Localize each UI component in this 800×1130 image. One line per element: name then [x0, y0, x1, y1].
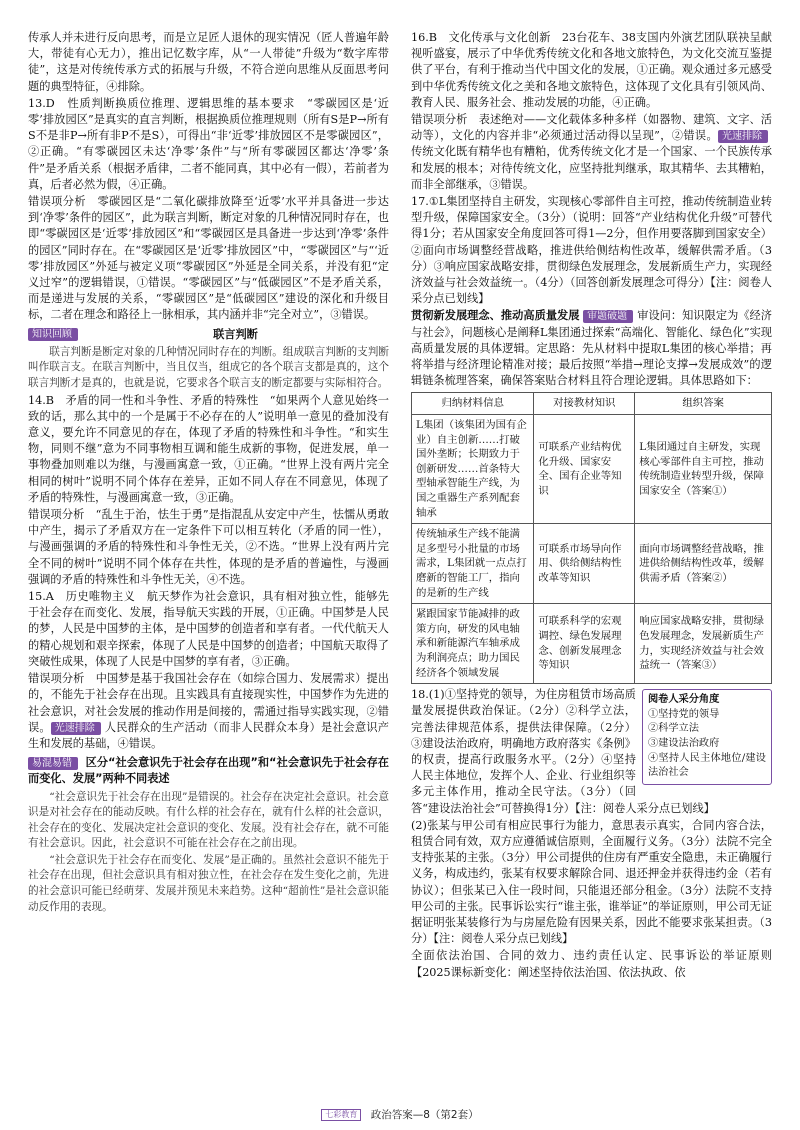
knowledge-review-tag: 知识回顾	[28, 328, 78, 341]
answer-17-topic: 贯彻新发展理念、推动高质量发展	[411, 309, 580, 323]
mix-error-tag: 易混易错	[28, 757, 78, 770]
answer-18-note: 全面依法治国、合同的效力、违约责任认定、民事诉讼的举证原则 【2025课标新变化：阐述坚持依法治国、依法执政、依	[411, 949, 784, 979]
sidebox-item: ④坚持人民主体地位/建设法治社会	[648, 752, 766, 779]
sidebox-item: ②科学立法	[648, 723, 699, 735]
knowledge-review-header	[28, 327, 389, 343]
knowledge-review-text: 联言判断是断定对象的几种情况同时存在的判断。组成联言判断的支判断叫作联言支。在联言判断中，当且仅当，组成它的各个联言支都是真的，这个联言判断才是真的，也就是说，它要求各个联言支的断定都要与实际相符合。	[28, 345, 389, 390]
right-column	[411, 30, 784, 982]
table-header: 对接教材知识	[534, 393, 635, 415]
question-analysis-tag: 审题破题	[583, 310, 633, 323]
table-cell: 可联系科学的宏观调控、绿色发展理念、创新发展理念等知识	[534, 604, 635, 684]
table-cell: 响应国家战略安排，贯彻绿色发展理念，发展新质生产力，实现经济效益与社会效益统一（答案③）	[635, 604, 772, 684]
answer-17-analysis	[411, 308, 772, 389]
mix-error-header	[28, 755, 389, 787]
table-cell: 可联系产业结构优化升级、国家安全、国有企业等知识	[534, 415, 635, 524]
analysis-table	[411, 392, 772, 684]
table-row	[412, 524, 772, 604]
table-cell: 传统轴承生产线不能满足多型号小批量的市场需求，L集团就一点点打磨新的智能工厂，指向的是新的生产线	[412, 524, 534, 604]
sidebox-item: ③建设法治政府	[648, 737, 720, 749]
mix-error-title: 区分“社会意识先于社会存在出现”和“社会意识先于社会存在而变化、发展”两种不同表述	[28, 756, 389, 786]
table-header: 归纳材料信息	[412, 393, 534, 415]
table-cell: L集团（该集团为国有企业）自主创新……打破国外垄断；长期致力于创新研发……首条特大型轴承智能生产线，为国之重器生产系列配套轴承	[412, 415, 534, 524]
answer-14: 14.B 矛盾的同一性和斗争性、矛盾的特殊性 “如果两个人意见始终一致的话，那么其中的一个是属于不必存在的人”说明单一意见的叠加没有意义，要允许不同意见的存在，体现了矛盾的特殊性和斗争性。“和实生物，同则不继”意为不同事物相互调和能生成新的事物，促进发展，单一事物叠加则难以为继，与漫画寓意一致，①正确。“世界上没有两片完全相同的树叶”说明不同个体存在差异，正如不同人存在不同意见，体现了矛盾的特殊性，与漫画寓意一致，③正确。	[28, 393, 389, 504]
table-cell: 面向市场调整经营战略，推进供给侧结构性改革，缓解供需矛盾（答案②）	[635, 524, 772, 604]
grading-angle-box	[642, 689, 772, 785]
answer-17-analysis-text: 审设问：知识限定为《经济与社会》，问题核心是阐释L集团通过探索“高端化、智能化、绿色化”实现高质量发展的具体逻辑。定思路：先从材料中提取L集团的核心举措；再将举措与经济理论精准对接；最后按照“举措→理论支撑→发展成效”的逻辑链条梳理答案，确保答案贴合材料且符合理论逻辑。具体思路如下：	[411, 309, 772, 388]
table-cell: L集团通过自主研发，实现核心零部件自主可控，推动传统制造业转型升级，保障国家安全（答案①）	[635, 415, 772, 524]
answer-15-error-text-b: 人民群众的生产活动（而非人民群众本身）是社会意识产生和发展的基础，④错误。	[28, 720, 389, 750]
paragraph: 传承人并未进行反向思考，而是立足匠人退休的现实情况（匠人普遍年龄大，带徒有心无力），推出记忆数字库，从“一人带徒”升级为“数字库带徒”，这是对传统传承方式的拓展与升级，不符合逆向思维从反面思考问题的典型特征，④排除。	[28, 31, 389, 93]
answer-15-error-analysis	[28, 671, 389, 752]
table-row	[412, 604, 772, 684]
sidebox-item: ①坚持党的领导	[648, 708, 720, 720]
table-row	[412, 415, 772, 524]
sidebox-title: 阅卷人采分角度	[648, 694, 720, 706]
answer-15: 15.A 历史唯物主义 航天梦作为社会意识，具有相对独立性，能够先于社会存在而变化、发展，指导航天实践的开展，①正确。中国梦是人民的梦，人民是中国梦的主体，是中国梦的创造者和享有者。一代代航天人的精心规划和艰辛探索，体现了人民是中国梦的创造者；中国航天取得了突破性成果，体现了人民是中国梦的享有者，③正确。	[28, 590, 389, 668]
answer-18-part-1: 18.(1)①坚持党的领导，为住房租赁市场高质量发展提供政治保证。（2分）②科学立法，完善法律规范体系，提供法律保障。（2分）③建设法治政府，明确地方政府落实《条例》的权责，提高行政服务水平。（2分）④坚持人民主体地位，发挥个人、企业、行业组织等多元主体作用，推动全民守法。（3分）（回答“建设法治社会”可替换得1分）【注：阅卷人采分点已划线】	[411, 688, 715, 815]
answer-18-part-2: (2)张某与甲公司有相应民事行为能力，意思表示真实，合同内容合法，租赁合同有效，双方应遵循诚信原则，全面履行义务。（3分）法院不完全支持张某的主张。（3分）甲公司提供的住房有严重安全隐患，未正确履行义务，构成违约，张某有权要求解除合同、退还押金并获得违约金（若有协议）；但张某已入住一段时间，只能退还部分租金。（3分）法院不支持甲公司的主张。民事诉讼实行“谁主张，谁举证”的举证原则，甲公司无证据证明张某装修行为与房屋危险有因果关系，因此不能要求张某担责。（3分）【注：阅卷人采分点已划线】	[411, 818, 772, 946]
answer-13-error-analysis: 错误项分析 零碳园区是“二氧化碳排放降至‘近零’水平并具备进一步达到‘净零’条件的园区”，此为联言判断，断定对象的几种情况同时存在，也即“零碳园区是‘近零’排放园区”和“零碳园区是具备进一步达到‘净零’条件的园区”同时存在。在“零碳园区是‘近零’排放园区”中，“零碳园区”与“‘近零’排放园区”外延与被定义项“零碳园区”外延是全同关系，并没有犯“定义过窄”的逻辑错误，①错误。“零碳园区”与“低碳园区”不是矛盾关系，而是递进与发展的关系，“零碳园区”是“低碳园区”建设的深化和升级目标，二者在理念和路径上一脉相承，其内涵并非“完全对立”，③错误。	[28, 195, 389, 322]
table-header: 组织答案	[635, 393, 772, 415]
answer-16-error-analysis	[411, 112, 772, 193]
publisher-logo: 七彩教育	[321, 1109, 361, 1121]
answer-14-error-analysis: 错误项分析 “乱生于治，怯生于勇”是指混乱从安定中产生，怯懦从勇敢中产生，揭示了矛盾双方在一定条件下可以相互转化（矛盾的同一性），与漫画强调的矛盾的特殊性和斗争性无关，②不选。“世界上没有两片完全不同的树叶”说明不同个体存在共性，体现的是矛盾的普遍性，与漫画强调的矛盾的特殊性和斗争性无关，④不选。	[28, 508, 389, 586]
answer-15-error-text: 错误项分析 中国梦是基于我国社会存在（如综合国力、发展需求）提出的，不能先于社会存在出现。且实践具有直接现实性，中国梦作为先进的社会意识，对社会发展的推动作用是间接的，需通过指导实践实现，②错误。	[28, 672, 389, 734]
page-footer	[0, 1107, 800, 1122]
mix-error-text-2: “社会意识先于社会存在而变化、发展”是正确的。虽然社会意识不能先于社会存在出现，但社会意识具有相对独立性，在社会存在发生变化之前，先进的社会意识可能已经萌芽、发展并预见未来趋势。这种“超前性”是社会意识能动反作用的表现。	[28, 853, 389, 913]
answer-16: 16.B 文化传承与文化创新 23台花车、38支国内外演艺团队联袂呈献视听盛宴，展示了中华优秀传统文化和各地文旅特色，为文化交流互鉴提供了平台，有利于推动当代中国文化的发展，①正确。观众通过多元感受到中华优秀传统文化之美和各地文旅特色，这体现了文化具有引领风尚、教育人民、服务社会、推动发展的功能，④正确。	[411, 31, 772, 109]
footer-page-label: 政治答案—8（第2套）	[370, 1109, 479, 1121]
knowledge-review-title: 联言判断	[213, 327, 258, 341]
fast-exclude-tag-2: 光速排除	[718, 130, 768, 143]
left-column	[28, 30, 389, 982]
fast-exclude-tag: 光速排除	[51, 722, 101, 735]
answer-16-error-text: 错误项分析 表述绝对——文化载体多种多样（如器物、建筑、文字、活动等），文化的内容并非“必须通过活动得以呈现”，②错误。	[411, 113, 772, 143]
mix-error-text-1: “社会意识先于社会存在出现”是错误的。社会存在决定社会意识。社会意识是对社会存在的能动反映。有什么样的社会存在，就有什么样的社会意识，社会存在的变化、发展决定社会意识的变化、发展。没有社会存在，就不可能有社会意识。因此，社会意识不可能在社会存在之前出现。	[28, 790, 389, 850]
table-cell: 紧跟国家节能减排的政策方向，研发的风电轴承和新能源汽车轴承成为利润亮点；助力国民经济各个领域发展	[412, 604, 534, 684]
table-cell: 可联系市场导向作用、供给侧结构性改革等知识	[534, 524, 635, 604]
answer-17: 17.①L集团坚持自主研发，实现核心零部件自主可控，推动传统制造业转型升级，保障国家安全。（3分）（说明：回答“产业结构优化升级”可替代得1分；若从国家安全角度回答可得1—2分，但作用要落脚到国家安全）②面向市场调整经营战略，推进供给侧结构性改革，缓解供需矛盾。（3分）③响应国家战略安排，贯彻绿色发展理念，发展新质生产力，实现经济效益与社会效益统一。（4分）（回答创新发展理念可得分）【注：阅卷人采分点已划线】	[411, 195, 772, 306]
answer-16-error-text-b: 传统文化既有精华也有糟粕，优秀传统文化才是一个国家、一个民族传承和发展的根本；对待传统文化，应坚持批判继承，取其精华、去其糟粕，而非全部继承，③错误。	[411, 145, 772, 191]
answer-13: 13.D 性质判断换质位推理、逻辑思维的基本要求 “零碳园区是‘近零’排放园区”是真实的直言判断，根据换质位推理规则（所有S是P→所有S不是非P→所有非P不是S），可得出“非‘近零’排放园区不是零碳园区”，②正确。“有零碳园区未达‘净零’条件”与“所有零碳园区都达‘净零’条件”是矛盾关系（根据矛盾律，二者不能同真，其中必有一假），若前者为真，后者必然为假，④正确。	[28, 96, 389, 191]
